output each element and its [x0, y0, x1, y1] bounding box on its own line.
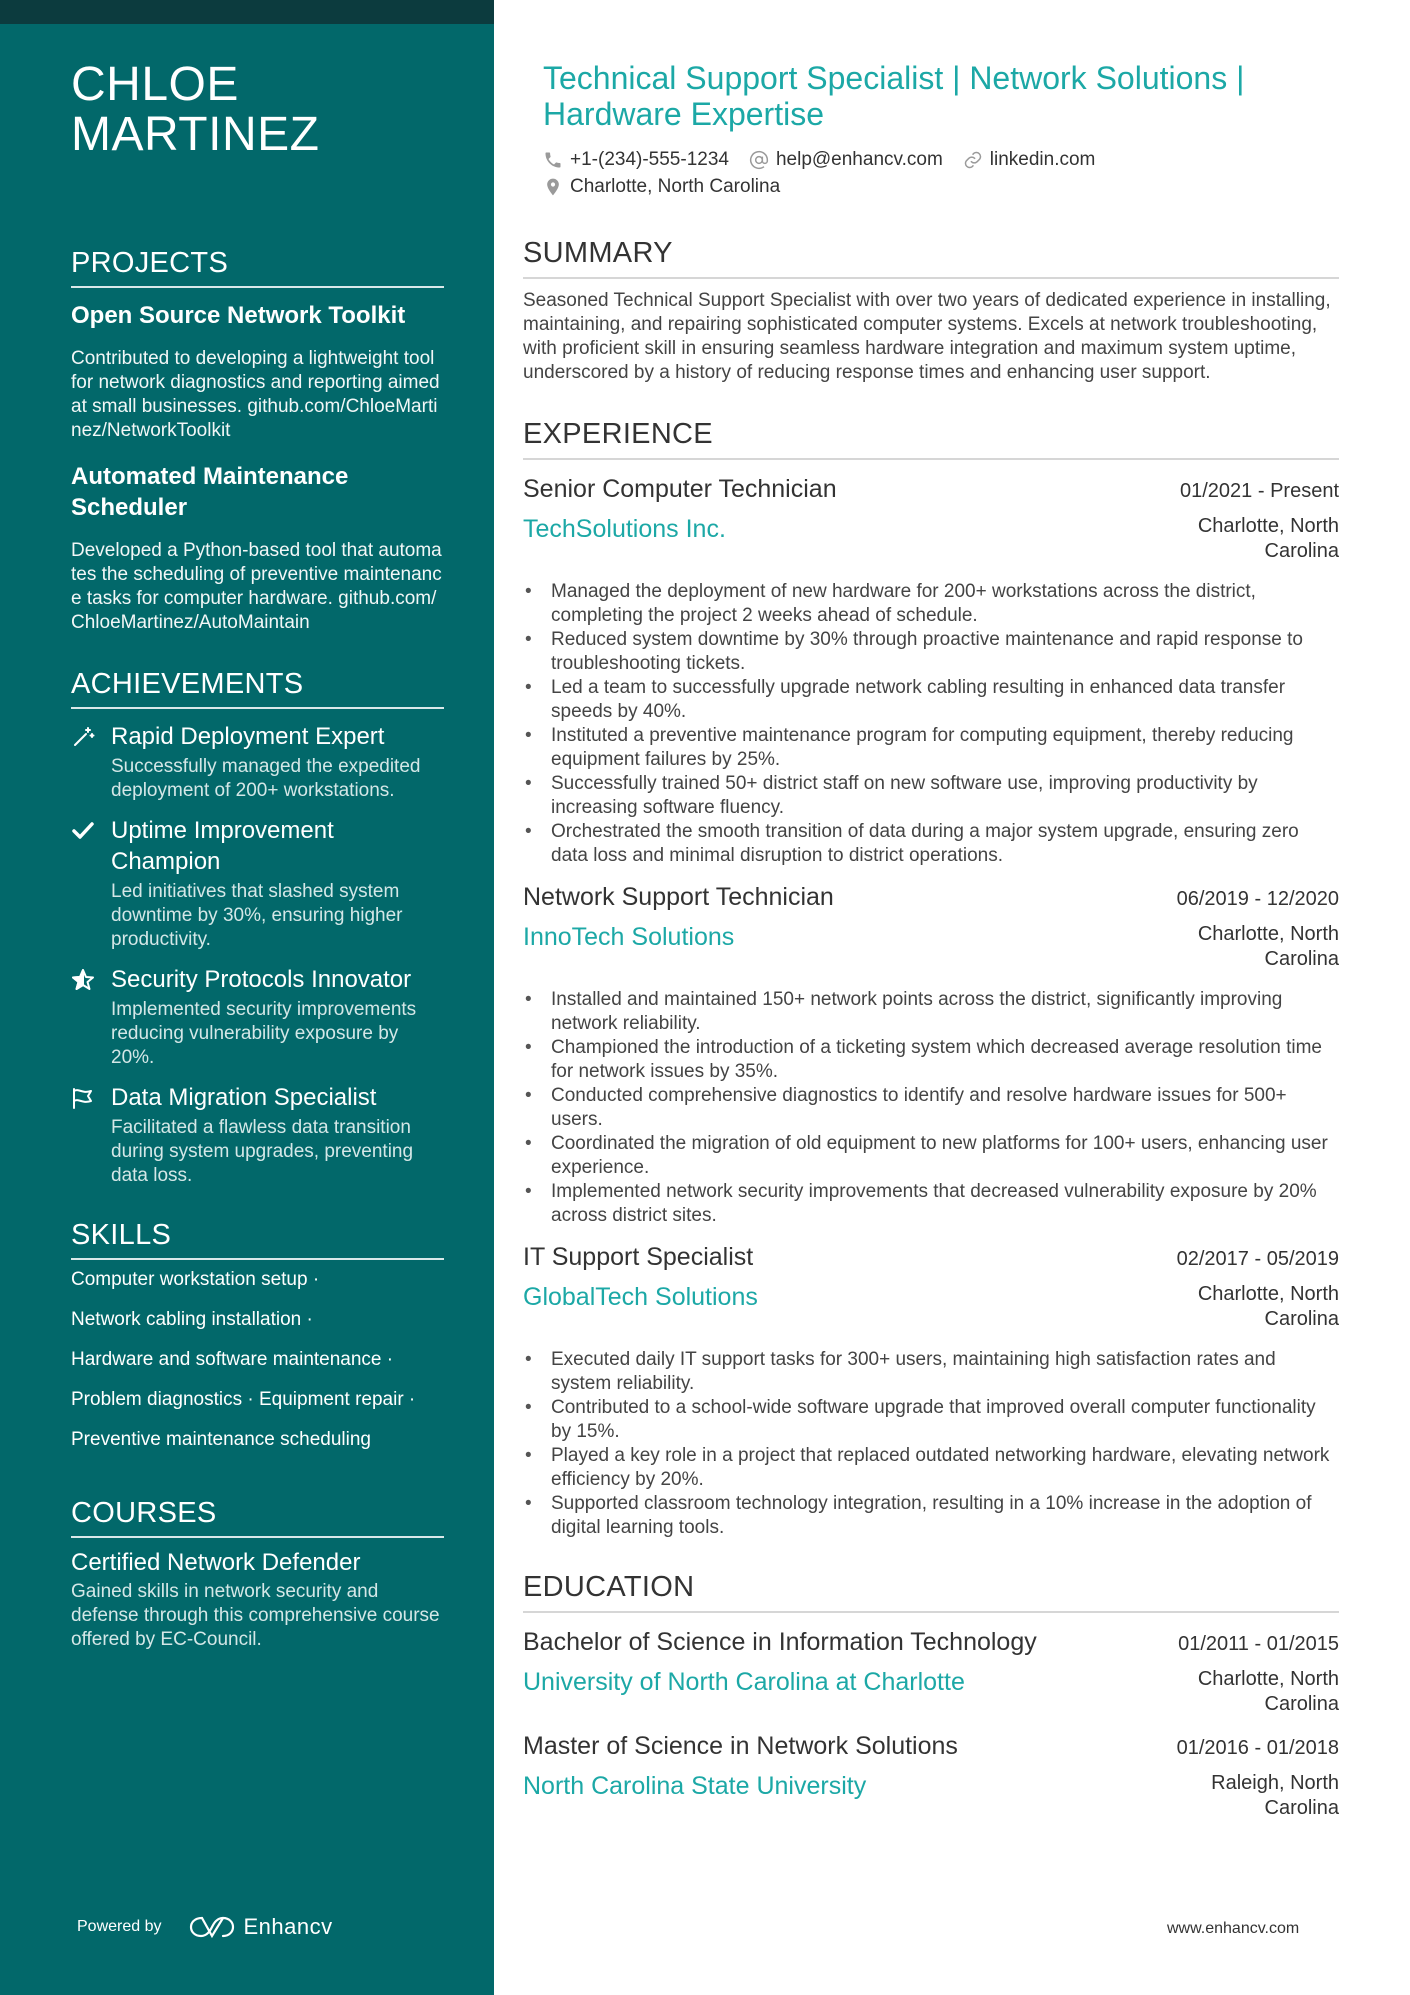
achievement-item [71, 964, 444, 1070]
phone-icon [543, 150, 563, 170]
name-first: CHLOE [71, 58, 239, 111]
job-entry [523, 1242, 1339, 1540]
star-half-icon [71, 964, 111, 1070]
skill-item: Hardware and software maintenance · [71, 1349, 394, 1370]
education-dates: 01/2011 - 01/2015 [1178, 1633, 1339, 1655]
job-dates: 06/2019 - 12/2020 [1176, 888, 1339, 910]
project-title: Open Source Network Toolkit [71, 302, 406, 329]
summary-text: Seasoned Technical Support Specialist with over two years of dedicated experience in installing, maintaining, and repairing sophisticated computer systems. Excels at network troubleshooting, with proficient skill in ensuring seamless hardware integration and maximum system uptime, underscored by a history of reducing response times and enhancing user support. [523, 290, 1331, 383]
project-description [71, 347, 444, 443]
bullet-item: • Contributed to a school-wide software upgrade that improved overall computer functionality by 15%. [523, 1396, 1339, 1444]
skill-item: Preventive maintenance scheduling [71, 1429, 371, 1450]
skill-item: Problem diagnostics · Equipment repair · [71, 1389, 416, 1410]
checkmark-icon [71, 815, 111, 952]
achievement-title: Security Protocols Innovator [111, 966, 412, 993]
headline: Technical Support Specialist | Network Solutions | Hardware Expertise [543, 60, 1245, 132]
name-last: MARTINEZ [71, 108, 320, 161]
school-location: Charlotte, North Carolina [1197, 1668, 1339, 1715]
job-entry [523, 882, 1339, 1228]
at-sign-icon [749, 150, 769, 170]
job-entry [523, 474, 1339, 868]
skill-item: Network cabling installation · [71, 1309, 313, 1330]
achievement-item [71, 815, 444, 952]
achievement-title: Data Migration Specialist [111, 1084, 377, 1111]
skills-section [71, 1218, 444, 1452]
education-entry [523, 1627, 1339, 1717]
main-content [523, 60, 1339, 1821]
project-description [71, 539, 444, 635]
school-name: North Carolina State University [523, 1772, 867, 1800]
phone-text: +1-(234)-555-1234 [570, 149, 729, 170]
school-name: University of North Carolina at Charlotte [523, 1668, 965, 1696]
job-bullets [523, 988, 1339, 1228]
email-text: help@enhancv.com [775, 149, 943, 170]
achievement-description: Facilitated a flawless data transition during system upgrades, preventing data loss. [111, 1117, 414, 1186]
flag-icon [71, 1082, 111, 1188]
education-dates: 01/2016 - 01/2018 [1176, 1737, 1339, 1759]
achievement-description: Successfully managed the expedited deployment of 200+ workstations. [111, 756, 421, 801]
project-item [71, 461, 444, 635]
job-bullets [523, 1348, 1339, 1540]
achievement-description: Led initiatives that slashed system downtime by 30%, ensuring higher productivity. [111, 881, 403, 950]
skills-list [71, 1268, 444, 1452]
degree-title: Master of Science in Network Solutions [523, 1732, 958, 1760]
magic-wand-icon [71, 721, 111, 803]
footer-website[interactable]: www.enhancv.com [1167, 1920, 1300, 1937]
job-title: Network Support Technician [523, 883, 834, 911]
school-location: Raleigh, North Carolina [1211, 1772, 1339, 1819]
project-item [71, 300, 444, 443]
bullet-item: • Supported classroom technology integration, resulting in a 10% increase in the adoption of digital learning tools. [523, 1492, 1339, 1540]
candidate-name [71, 60, 444, 160]
degree-title: Bachelor of Science in Information Technology [523, 1628, 1037, 1656]
summary-section [523, 236, 1339, 385]
project-description-text: Contributed to developing a lightweight tool for network diagnostics and reporting aimed at small businesses. [71, 348, 440, 417]
company-name: GlobalTech Solutions [523, 1283, 758, 1311]
education-section [523, 1570, 1339, 1821]
bullet-item: • Conducted comprehensive diagnostics to identify and resolve hardware issues for 500+ users. [523, 1084, 1339, 1132]
company-name: TechSolutions Inc. [523, 515, 726, 543]
projects-heading: PROJECTS [71, 246, 444, 288]
project-link[interactable]: github.com/ChloeMartinez/AutoMaintain [71, 588, 437, 633]
job-location: Charlotte, North Carolina [1197, 923, 1339, 970]
project-link[interactable]: github.com/ChloeMartinez/NetworkToolkit [71, 396, 438, 441]
education-entry [523, 1731, 1339, 1821]
experience-heading: EXPERIENCE [523, 417, 1339, 460]
bullet-item: • Played a key role in a project that replaced outdated networking hardware, elevating network efficiency by 20%. [523, 1444, 1339, 1492]
contact-info [543, 146, 1339, 200]
course-item [71, 1548, 444, 1652]
bullet-item: • Executed daily IT support tasks for 300+ users, maintaining high satisfaction rates and system reliability. [523, 1348, 1339, 1396]
bullet-item: • Led a team to successfully upgrade network cabling resulting in enhanced data transfer speeds by 40%. [523, 676, 1339, 724]
brand-logo[interactable] [188, 1914, 333, 1940]
location-text: Charlotte, North Carolina [570, 176, 781, 197]
powered-by-label: Powered by [77, 1918, 162, 1935]
achievement-item [71, 721, 444, 803]
achievement-title: Rapid Deployment Expert [111, 723, 385, 750]
enhancv-logo-icon [188, 1914, 236, 1940]
brand-name: Enhancv [243, 1914, 333, 1939]
job-title: Senior Computer Technician [523, 475, 837, 503]
company-name: InnoTech Solutions [523, 923, 735, 951]
job-title: IT Support Specialist [523, 1243, 754, 1271]
phone-contact[interactable] [543, 146, 729, 173]
job-bullets [523, 580, 1339, 868]
bullet-item: • Orchestrated the smooth transition of data during a major system upgrade, ensuring zero data loss and minimal disruption to district operations. [523, 820, 1339, 868]
bullet-item: • Championed the introduction of a ticketing system which decreased average resolution time for network issues by 35%. [523, 1036, 1339, 1084]
link-icon [963, 150, 983, 170]
achievements-heading: ACHIEVEMENTS [71, 667, 444, 709]
courses-section [71, 1496, 444, 1652]
linkedin-text: linkedin.com [989, 149, 1096, 170]
course-description: Gained skills in network security and defense through this comprehensive course offered by EC-Council. [71, 1581, 440, 1650]
sidebar [0, 0, 494, 1995]
bullet-item: • Managed the deployment of new hardware for 200+ workstations across the district, completing the project 2 weeks ahead of schedule. [523, 580, 1339, 628]
summary-heading: SUMMARY [523, 236, 1339, 279]
linkedin-contact[interactable] [963, 146, 1096, 173]
skill-item: Computer workstation setup · [71, 1269, 320, 1290]
bullet-item: • Reduced system downtime by 30% through proactive maintenance and rapid response to troubleshooting tickets. [523, 628, 1339, 676]
job-dates: 02/2017 - 05/2019 [1176, 1248, 1339, 1270]
bullet-item: • Implemented network security improvements that decreased vulnerability exposure by 20% across district sites. [523, 1180, 1339, 1228]
bullet-item: • Successfully trained 50+ district staff on new software use, improving productivity by increasing software fluency. [523, 772, 1339, 820]
experience-section [523, 417, 1339, 1540]
achievements-section [71, 667, 444, 1188]
education-heading: EDUCATION [523, 1570, 1339, 1613]
achievement-description: Implemented security improvements reducing vulnerability exposure by 20%. [111, 999, 417, 1068]
achievement-item [71, 1082, 444, 1188]
bullet-item: • Installed and maintained 150+ network points across the district, significantly improving network reliability. [523, 988, 1339, 1036]
project-description-text: Developed a Python-based tool that automates the scheduling of preventive maintenance tasks for computer hardware. [71, 540, 442, 609]
projects-section [71, 246, 444, 635]
location-contact [543, 173, 780, 200]
job-location: Charlotte, North Carolina [1197, 515, 1339, 562]
bullet-item: • Instituted a preventive maintenance program for computing equipment, thereby reducing equipment failures by 25%. [523, 724, 1339, 772]
skills-heading: SKILLS [71, 1218, 444, 1260]
achievement-title: Uptime Improvement Champion [111, 817, 334, 875]
course-title: Certified Network Defender [71, 1549, 361, 1576]
sidebar-top-bar [0, 0, 494, 24]
bullet-item: • Coordinated the migration of old equipment to new platforms for 100+ users, enhancing user experience. [523, 1132, 1339, 1180]
courses-heading: COURSES [71, 1496, 444, 1538]
email-contact[interactable] [749, 146, 943, 173]
job-dates: 01/2021 - Present [1180, 480, 1339, 502]
job-location: Charlotte, North Carolina [1197, 1283, 1339, 1330]
project-title: Automated Maintenance Scheduler [71, 463, 349, 521]
location-pin-icon [543, 177, 563, 197]
powered-by [77, 1914, 333, 1940]
